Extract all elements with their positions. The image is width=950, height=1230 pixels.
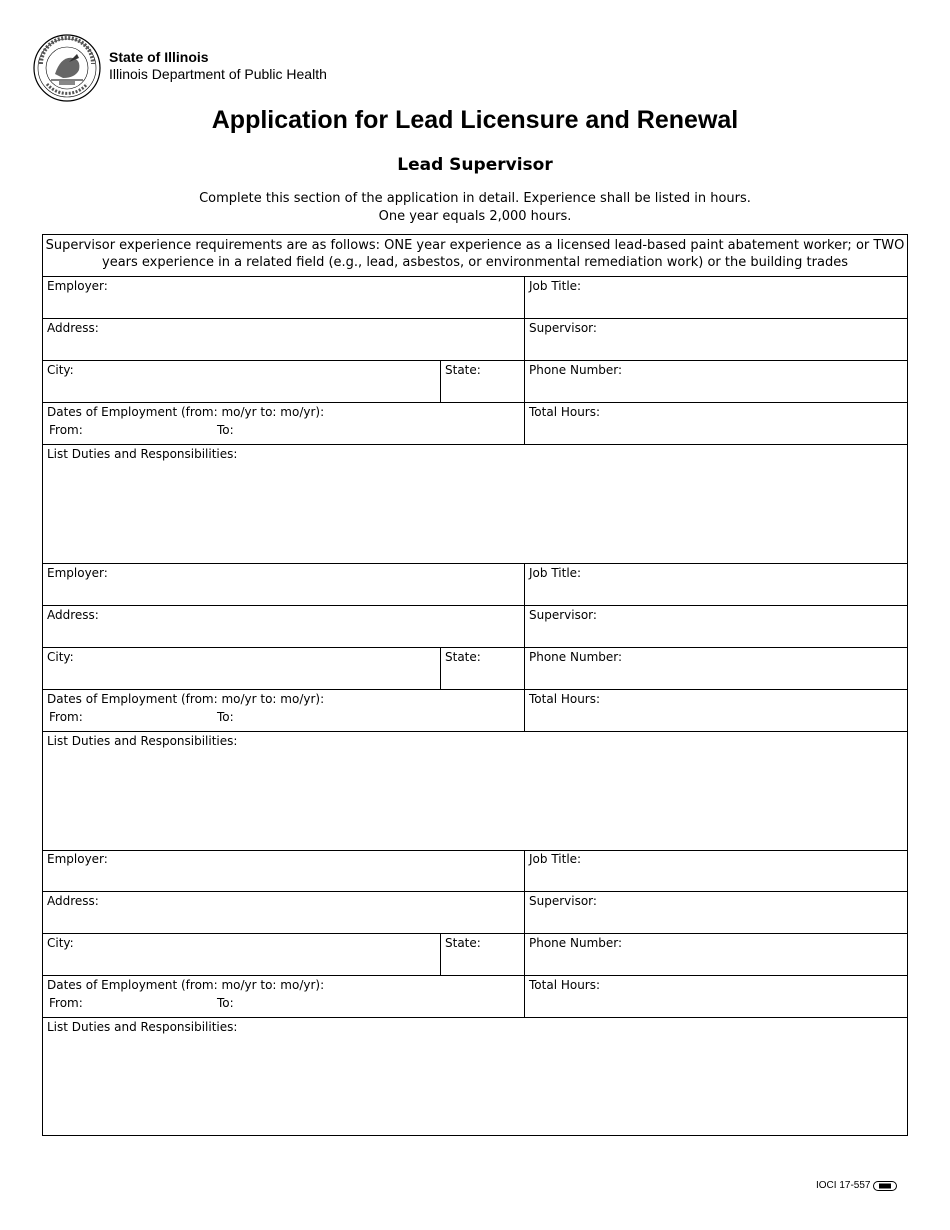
total-hours-field[interactable]: Total Hours: (529, 405, 601, 419)
dates-label: Dates of Employment (from: mo/yr to: mo/yr): (47, 692, 325, 706)
city-field[interactable]: City: (47, 650, 74, 664)
duties-field[interactable]: List Duties and Responsibilities: (47, 734, 238, 748)
duties-area (43, 1018, 907, 1137)
dates-row (43, 976, 907, 1018)
city-row (43, 361, 907, 403)
agency-header (109, 49, 327, 83)
dates-row (43, 403, 907, 445)
employer-row (43, 564, 907, 606)
city-row (43, 648, 907, 690)
employer-row (43, 277, 907, 319)
to-field[interactable]: To: (217, 996, 234, 1010)
employer-field[interactable]: Employer: (47, 566, 108, 580)
union-bug-icon (873, 1181, 897, 1191)
dates-label: Dates of Employment (from: mo/yr to: mo/yr): (47, 978, 325, 992)
phone-field[interactable]: Phone Number: (529, 363, 623, 377)
duties-field[interactable]: List Duties and Responsibilities: (47, 1020, 238, 1034)
job-title-field[interactable]: Job Title: (529, 566, 582, 580)
page-title: Application for Lead Licensure and Renewal (211, 106, 739, 134)
city-field[interactable]: City: (47, 363, 74, 377)
address-field[interactable]: Address: (47, 608, 99, 622)
employer-row (43, 850, 907, 892)
job-title-field[interactable]: Job Title: (529, 852, 582, 866)
requirements-line-2: years experience in a related field (e.g., lead, asbestos, or environmental remediation work) or the building trades (102, 255, 848, 270)
state-field[interactable]: State: (445, 363, 481, 377)
duties-field[interactable]: List Duties and Responsibilities: (47, 447, 238, 461)
from-field[interactable]: From: (49, 710, 83, 724)
state-seal-icon (33, 34, 101, 102)
city-field[interactable]: City: (47, 936, 74, 950)
employment-entry-3 (43, 850, 907, 1137)
from-field[interactable]: From: (49, 996, 83, 1010)
employment-entry-2 (43, 564, 907, 851)
duties-area (43, 732, 907, 851)
experience-form (42, 234, 908, 1136)
total-hours-field[interactable]: Total Hours: (529, 692, 601, 706)
city-row (43, 934, 907, 976)
state-field[interactable]: State: (445, 650, 481, 664)
supervisor-field[interactable]: Supervisor: (529, 894, 597, 908)
dates-row (43, 690, 907, 732)
instructions (0, 190, 950, 226)
form-footer (816, 1180, 897, 1191)
address-row (43, 319, 907, 361)
supervisor-field[interactable]: Supervisor: (529, 608, 597, 622)
total-hours-field[interactable]: Total Hours: (529, 978, 601, 992)
supervisor-field[interactable]: Supervisor: (529, 321, 597, 335)
employer-field[interactable]: Employer: (47, 279, 108, 293)
state-field[interactable]: State: (445, 936, 481, 950)
instructions-line-1: Complete this section of the application in detail. Experience shall be listed in hours. (199, 191, 751, 206)
requirements-box (43, 235, 907, 277)
employer-field[interactable]: Employer: (47, 852, 108, 866)
phone-field[interactable]: Phone Number: (529, 936, 623, 950)
address-row (43, 892, 907, 934)
address-field[interactable]: Address: (47, 321, 99, 335)
department-name: Illinois Department of Public Health (109, 66, 327, 82)
to-field[interactable]: To: (217, 710, 234, 724)
duties-area (43, 445, 907, 564)
employment-entry-1 (43, 277, 907, 564)
section-subtitle: Lead Supervisor (397, 155, 553, 175)
state-name: State of Illinois (109, 49, 209, 65)
from-field[interactable]: From: (49, 423, 83, 437)
instructions-line-2: One year equals 2,000 hours. (378, 209, 572, 224)
to-field[interactable]: To: (217, 423, 234, 437)
address-row (43, 606, 907, 648)
phone-field[interactable]: Phone Number: (529, 650, 623, 664)
job-title-field[interactable]: Job Title: (529, 279, 582, 293)
requirements-line-1: Supervisor experience requirements are as follows: ONE year experience as a licensed lead-based paint abatement worker; or TWO (45, 238, 905, 253)
address-field[interactable]: Address: (47, 894, 99, 908)
dates-label: Dates of Employment (from: mo/yr to: mo/yr): (47, 405, 325, 419)
form-code: IOCI 17-557 (816, 1180, 871, 1191)
